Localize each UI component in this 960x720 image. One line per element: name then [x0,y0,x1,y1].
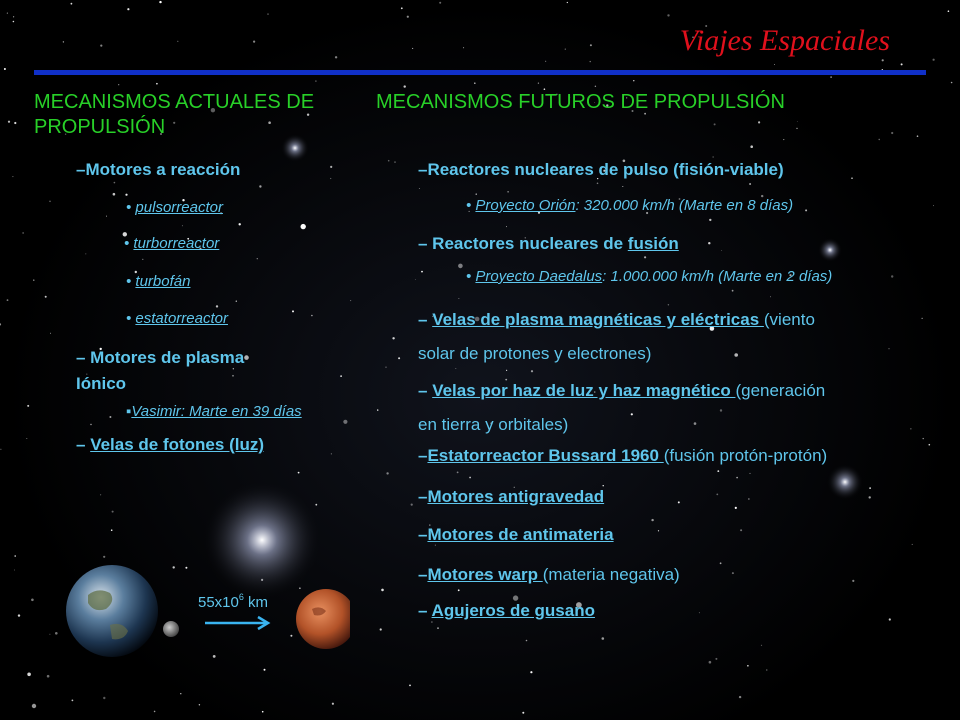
star [18,614,20,616]
star [522,712,524,714]
jet-type-item: • turbofán [126,273,191,290]
orion-link[interactable]: Proyecto Orión [475,197,576,214]
star [114,182,116,184]
estatorreactor-link[interactable]: estatorreactor [135,310,228,327]
star [951,82,953,84]
star [891,275,893,277]
star [125,194,127,196]
star [298,472,300,474]
star [739,696,741,698]
star [667,14,669,16]
star [401,7,403,9]
antimatter-item: –Motores de antimateria [418,525,614,544]
star [851,177,853,179]
star [385,367,386,368]
star [118,84,119,85]
star [595,86,596,87]
star [713,157,714,158]
star [253,41,255,43]
star [404,85,406,87]
star [891,132,893,134]
star [14,122,16,124]
star [421,271,423,273]
star [716,494,718,496]
star [459,298,460,299]
star [933,205,934,206]
star [380,628,382,630]
beam-sails-item: – Velas por haz de luz y haz magnético (generación en tierra y orbitales) [418,381,826,434]
star [236,301,237,302]
turborreactor-link[interactable]: turborreactor [133,235,220,252]
plasma-engines-item [76,345,244,397]
star [112,511,114,513]
star [315,80,316,81]
star [917,135,919,137]
star [912,544,913,545]
star [747,665,749,667]
star [567,2,568,3]
distance-label: $55x10^6$ km [198,592,269,611]
star [797,121,798,122]
star [392,337,394,339]
slide-title: Viajes Espaciales [679,24,890,57]
star [761,645,762,646]
star [565,49,566,50]
star [431,621,433,623]
plasma-sails-item: – Velas de plasma magnéticas y eléctricas (viento solar de protones y electrones) [418,310,815,363]
star [381,589,384,592]
daedalus-item: • Proyecto Daedalus: 1.000.000 km/h (Marte en 2 días) [466,268,833,285]
star [889,618,891,620]
star [748,498,749,499]
jet-type-item: • turborreactor [124,235,220,252]
star [142,259,143,260]
star [27,405,29,407]
daedalus-link[interactable]: Proyecto Daedalus [475,268,603,285]
wormhole-item: – Agujeros de gusano [418,601,595,620]
star [111,529,113,531]
star [463,47,464,48]
star [709,219,711,221]
star [90,424,91,425]
star [100,45,102,47]
star [8,121,10,123]
planets-illustration [50,555,350,695]
star [545,61,546,62]
star [513,595,518,600]
star [783,139,784,140]
star [590,44,592,46]
title-divider [34,70,926,75]
antimatter-link[interactable]: Motores de antimateria [427,525,614,544]
right-heading: MECANISMOS FUTUROS DE PROPULSIÓN [376,91,785,113]
star [301,224,306,229]
star [715,658,717,660]
star [343,420,347,424]
star [350,300,351,301]
star [458,589,460,591]
star [50,333,51,334]
earth-image [66,565,158,657]
star [398,357,400,359]
star [633,80,634,81]
star [388,160,390,162]
orion-item: • Proyecto Orión: 320.000 km/h (Marte en 8 días) [466,197,794,214]
star [530,671,532,673]
star [732,290,734,292]
mars-image [296,589,350,649]
star [622,186,623,187]
star [0,449,1,450]
star [156,83,158,85]
star [590,61,591,62]
star [311,315,313,317]
photon-sails-item: – Velas de fotones (luz) [76,435,264,454]
wormhole-link[interactable]: Agujeros de gusano [431,601,595,620]
star [869,496,871,498]
pulse-reactors-item: –Reactores nucleares de pulso (fisión-viable) [418,160,784,179]
star [72,700,74,702]
pulsorreactor-link[interactable]: pulsorreactor [135,199,223,216]
star [774,64,775,65]
star [439,2,441,4]
star [766,669,767,670]
star [507,191,509,193]
star [386,472,388,474]
star [419,188,420,189]
moon-image [163,621,179,637]
bright-star [818,238,842,262]
beam-sails-link[interactable]: Velas por haz de luz y haz magnético [432,381,736,400]
star [933,59,935,61]
star [109,416,111,418]
star [13,16,14,17]
antigravity-link[interactable]: Motores antigravedad [427,487,605,506]
star [262,711,264,713]
fusion-reactors-item: – Reactores nucleares de fusión [418,234,679,253]
star [879,139,880,140]
star [335,56,337,58]
star [407,16,409,18]
star [929,444,931,446]
star [12,176,13,177]
star [597,183,599,185]
star [750,473,751,474]
star [658,530,659,531]
star [709,661,712,664]
photon-sails-link[interactable]: Velas de fotones (luz) [90,435,264,454]
star [469,477,471,479]
star [315,504,317,506]
star [182,225,183,226]
star [411,504,413,506]
warp-link[interactable]: Motores warp [427,565,543,584]
star [100,494,101,495]
star [14,570,15,571]
star [7,299,9,301]
star [740,529,742,531]
bright-star [827,464,863,500]
star [770,296,771,297]
star [331,453,332,454]
star [177,41,178,42]
star [103,697,105,699]
star [678,501,680,503]
star [259,185,261,187]
star [409,685,411,687]
star [22,232,23,233]
star [32,704,36,708]
star [437,627,439,629]
star [412,48,413,49]
star [27,673,31,677]
star [474,82,476,84]
star [47,675,50,678]
star [154,711,156,713]
plasma-line: – Motores de plasma [76,348,245,367]
plasma-sails-link[interactable]: Velas de plasma magnéticas y eléctricas [432,310,764,329]
star [457,472,459,474]
star [644,256,646,258]
star [14,555,16,557]
warp-item: –Motores warp (materia negativa) [418,565,680,584]
star [699,612,700,613]
star [721,250,722,251]
star [749,183,751,185]
vasimir-link[interactable]: Vasimir: Marte en 39 días [131,403,302,420]
star [796,128,797,129]
plasma-line: Iónico [76,374,127,393]
star [526,640,528,642]
star [31,599,34,602]
star [330,178,331,179]
fusion-link[interactable]: fusión [627,234,679,253]
star [415,279,416,280]
star [257,258,258,259]
star [340,375,342,377]
star [106,216,107,217]
star [732,572,734,574]
star [476,194,477,195]
star [458,264,463,269]
star [26,438,27,439]
star [63,41,64,42]
star [49,201,51,203]
bussard-item: –Estatorreactor Bussard 1960 (fusión protón-protón) [418,446,828,465]
star [71,3,73,5]
star [717,470,719,472]
star [199,704,200,705]
star [651,519,653,521]
star [216,305,218,307]
star [377,409,378,410]
star [239,223,241,225]
star [394,161,395,162]
star [244,355,249,360]
star [736,477,738,479]
star [506,226,507,227]
star [332,703,334,705]
star [45,296,47,298]
star [113,193,116,196]
star [159,1,161,3]
vasimir-item: ▪Vasimir: Marte en 39 días [126,403,302,420]
star [538,83,539,84]
star [85,253,86,254]
star [330,166,332,168]
left-heading: MECANISMOS ACTUALES DE PROPULSIÓN [34,91,315,138]
star [602,637,605,640]
star [7,13,8,14]
jet-engines-item: –Motores a reacción [76,160,241,179]
star [33,280,34,281]
turbofan-link[interactable]: turbofán [135,273,191,290]
star [267,13,268,14]
star [901,63,903,65]
star [948,10,950,12]
star [852,580,854,582]
star [830,76,832,78]
star [735,507,737,509]
star [0,323,1,325]
star [758,121,760,123]
star [714,123,716,125]
antigravity-item: –Motores antigravedad [418,487,605,506]
jet-type-item: • pulsorreactor [126,199,223,216]
star [805,209,807,211]
jet-type-item: • estatorreactor [126,310,228,327]
star [750,145,753,148]
star [4,68,6,70]
star [869,487,871,489]
star [882,59,884,61]
bussard-link[interactable]: Estatorreactor Bussard 1960 [427,446,664,465]
star [292,310,294,312]
star [127,8,129,10]
star [720,562,722,564]
star [13,21,15,23]
star [708,242,710,244]
